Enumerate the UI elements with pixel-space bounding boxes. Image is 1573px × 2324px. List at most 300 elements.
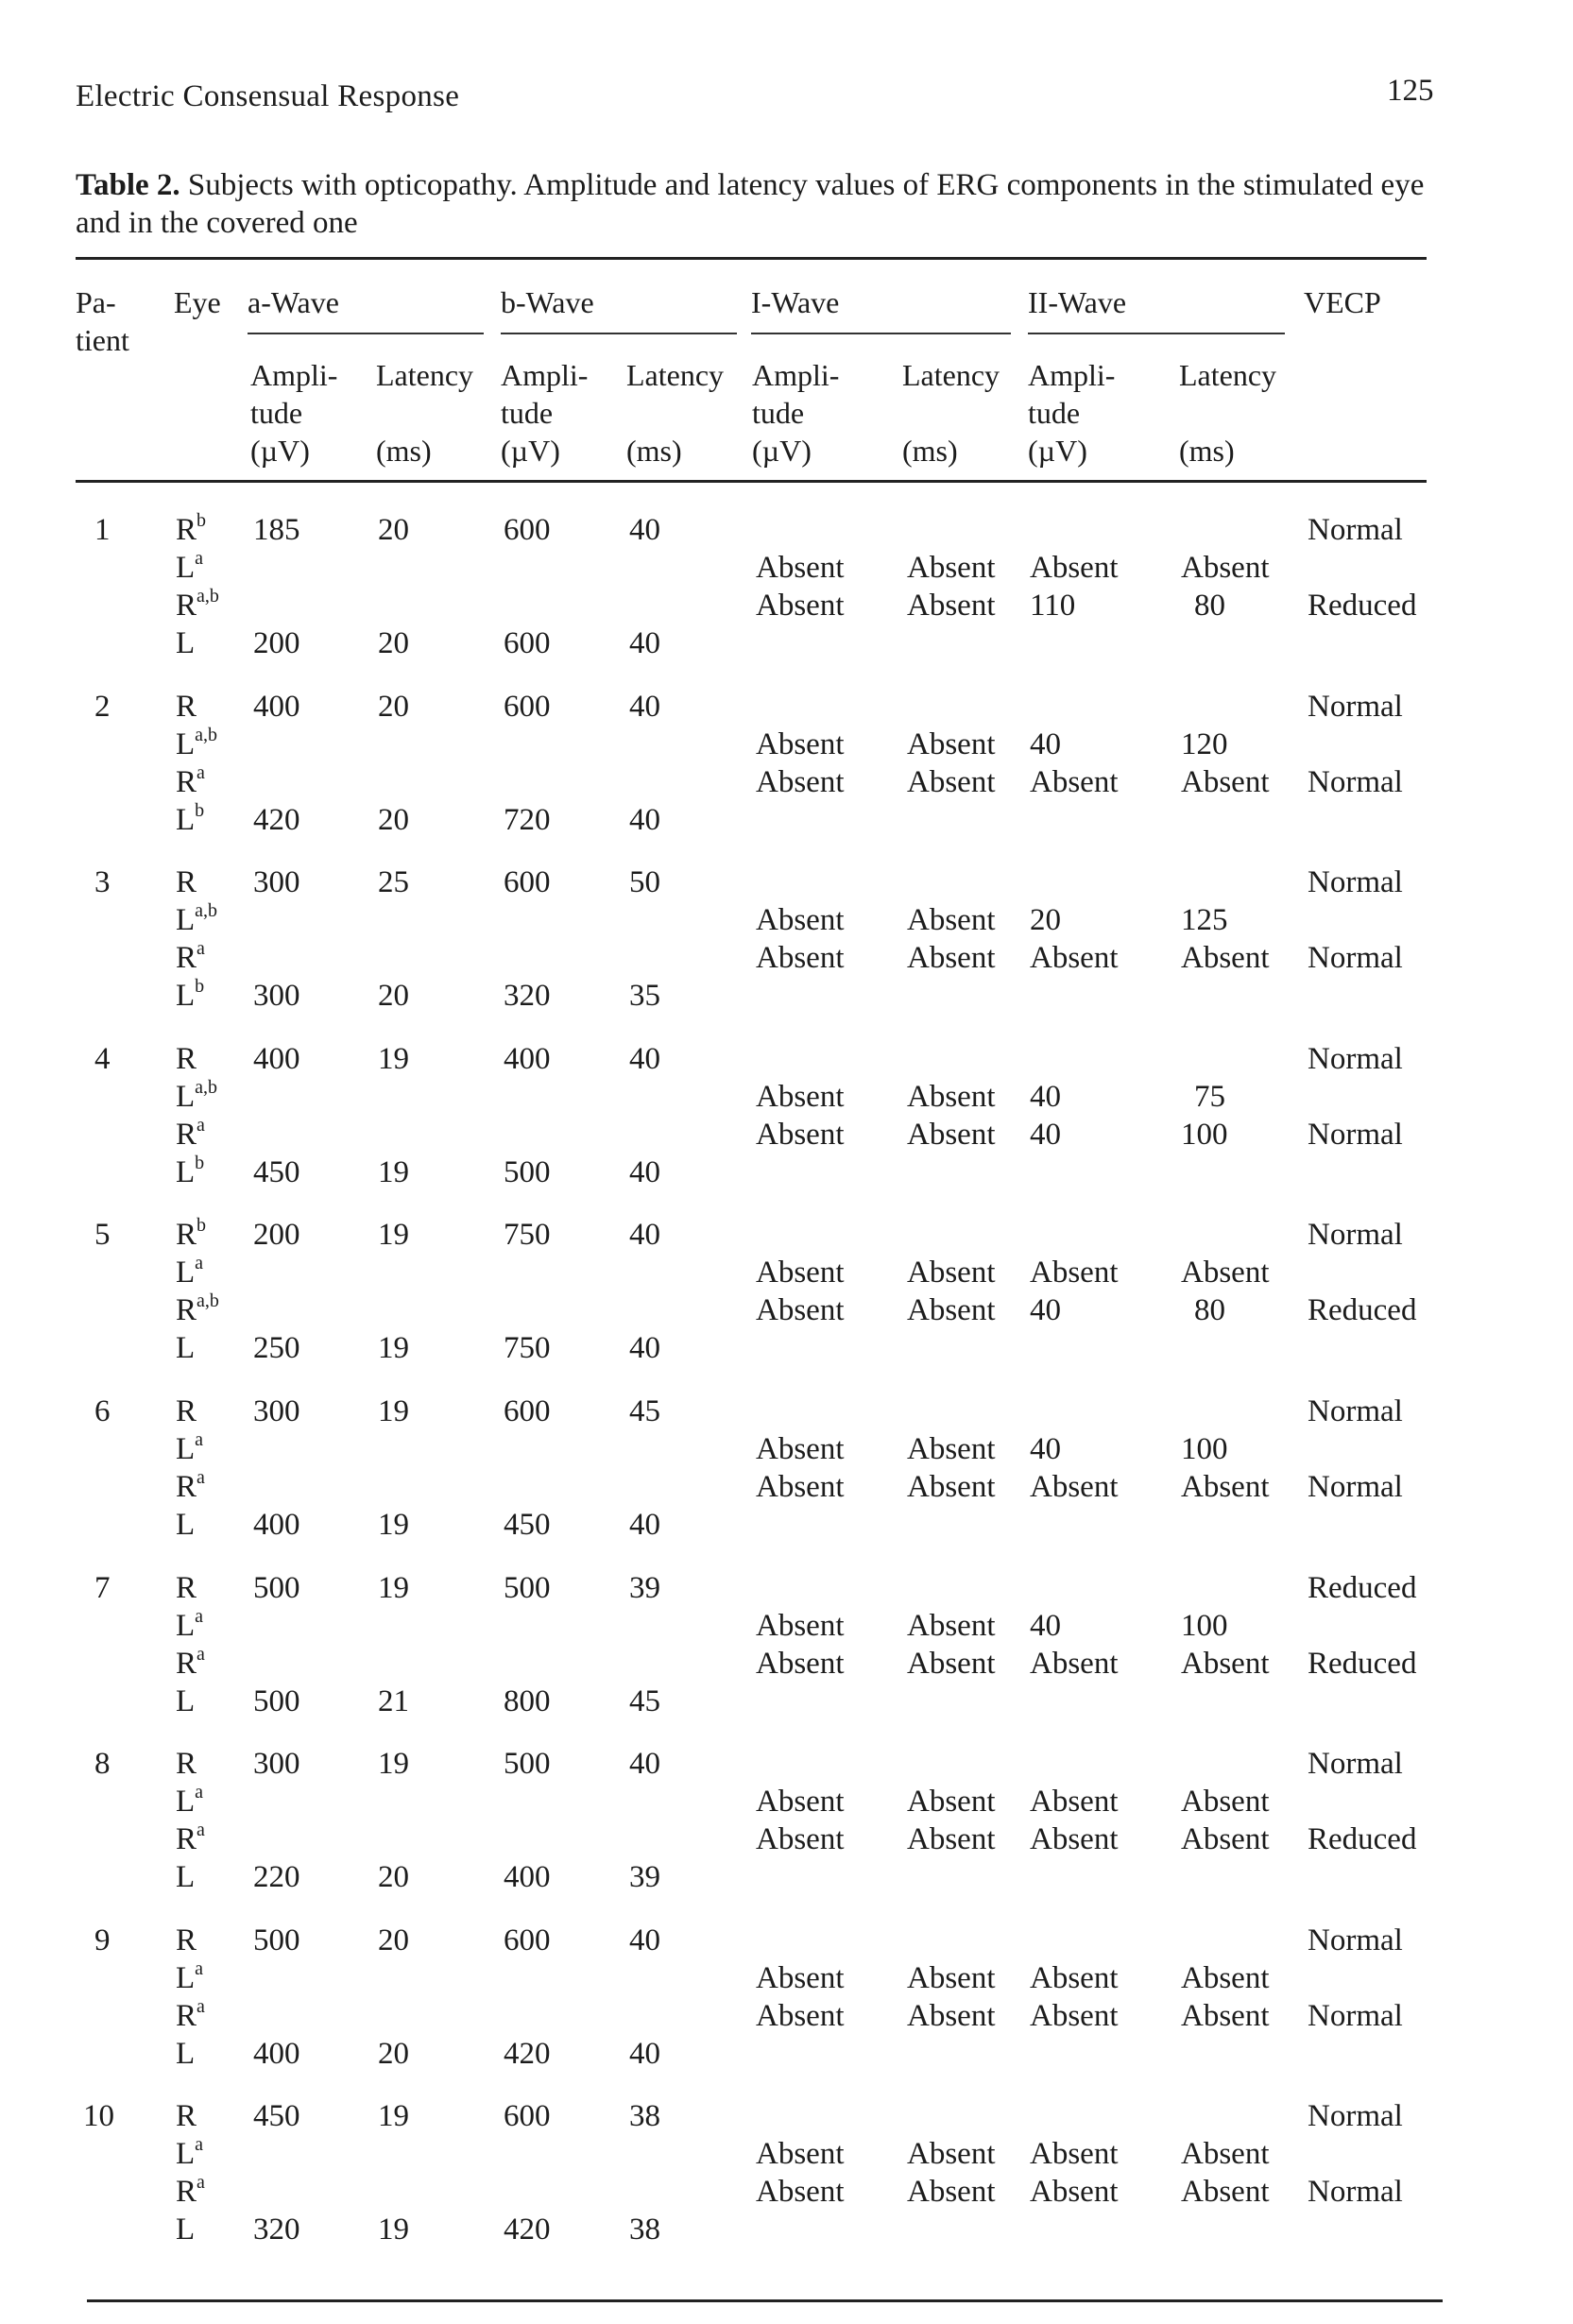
cell-a-lat: 20 [378,1922,409,1957]
patient-id: 6 [94,1394,111,1428]
cell-a-lat: 20 [378,979,409,1014]
eye-footnote-marker: a [197,1467,205,1488]
cell-b-lat: 40 [629,1041,660,1076]
cell-a-lat: 19 [378,1041,409,1076]
eye-cell [176,1469,205,1505]
cell-b-amp: 600 [504,513,551,547]
table-bottom-rule [87,2299,1443,2302]
cell-b-lat: 40 [629,1508,660,1542]
cell-ii-amp: Absent [1030,2137,1119,2172]
eye-label: R [176,1922,197,1957]
cell-ii-amp: 40 [1030,1608,1061,1643]
eye-footnote-marker: b [195,799,205,821]
header-a-wave: a-Wave [248,285,339,319]
cell-b-amp: 600 [504,689,551,724]
eye-label: R [176,1822,197,1857]
eye-label: L [176,1256,196,1290]
cell-b-lat: 35 [629,979,660,1014]
eye-label: R [176,941,197,976]
eye-footnote-marker: a [197,761,205,783]
cell-i-amp: Absent [756,1785,845,1820]
cell-i-amp: Absent [756,551,845,585]
eye-label: R [176,1998,197,2033]
eye-label: L [176,2036,196,2071]
cell-b-lat: 39 [629,1570,660,1605]
eye-footnote-marker: a,b [195,900,218,922]
eye-label: L [176,1331,196,1366]
eye-cell [176,978,204,1014]
cell-ii-amp: Absent [1030,1256,1119,1290]
cell-a-lat: 20 [378,626,409,660]
eye-cell [176,550,203,586]
cell-a-lat: 19 [378,1570,409,1605]
eye-cell [176,2098,197,2134]
eye-label: R [176,1470,197,1504]
cell-i-amp: Absent [756,2137,845,2172]
header-eye: Eye [174,285,221,319]
eye-cell [176,2036,195,2072]
cell-i-amp: Absent [756,589,845,623]
header-b-amplitude: Ampli- tude (µV) [501,358,589,468]
cell-a-amp: 320 [253,2213,300,2247]
eye-footnote-marker: a,b [195,724,218,745]
cell-i-lat: Absent [907,1293,996,1328]
cell-b-amp: 420 [504,2213,551,2247]
cell-b-lat: 45 [629,1683,660,1718]
cell-i-amp: Absent [756,1293,845,1328]
eye-cell [176,1330,195,1366]
cell-a-lat: 19 [378,1218,409,1253]
cell-i-lat: Absent [907,903,996,938]
eye-label: L [176,802,196,837]
eye-label: L [176,551,196,585]
header-a-amplitude: Ampli- tude (µV) [250,358,338,468]
header-ii-wave: II-Wave [1028,285,1127,319]
cell-ii-amp: Absent [1030,1646,1119,1681]
patient-id: 4 [94,1041,111,1076]
eye-footnote-marker: a [195,1253,204,1274]
cell-b-amp: 500 [504,1570,551,1605]
cell-a-lat: 19 [378,2099,409,2134]
cell-ii-lat: Absent [1181,1470,1270,1504]
cell-vecp: Normal [1308,1470,1403,1504]
eye-label: R [176,513,197,547]
eye-cell [176,1114,205,1153]
cell-i-lat: Absent [907,1646,996,1681]
cell-a-amp: 300 [253,865,300,900]
cell-i-lat: Absent [907,764,996,799]
patient-id: 10 [83,2099,114,2134]
cell-i-lat: Absent [907,1117,996,1152]
cell-ii-lat: Absent [1181,1960,1270,1995]
eye-cell [176,2212,195,2247]
eye-label: L [176,2137,196,2172]
cell-vecp: Normal [1308,865,1403,900]
cell-i-lat: Absent [907,1079,996,1114]
eye-footnote-marker: a [195,2134,204,2156]
header-b-latency: Latency (ms) [626,358,725,468]
eye-cell [176,1255,203,1290]
cell-a-amp: 450 [253,1154,300,1189]
eye-label: R [176,1041,197,1076]
eye-label: L [176,903,196,938]
cell-ii-lat: Absent [1181,2137,1270,2172]
eye-cell [176,1746,197,1782]
cell-ii-lat: 80 [1194,589,1225,623]
header-i-latency: Latency (ms) [902,358,1000,468]
eye-footnote-marker: a,b [195,1076,218,1098]
eye-cell [176,1859,195,1895]
eye-footnote-marker: a [197,2172,205,2194]
page-number: 125 [1387,74,1434,108]
cell-i-amp: Absent [756,1998,845,2033]
eye-footnote-marker: a,b [197,1290,219,1312]
patient-id: 8 [94,1747,111,1782]
patient-id: 3 [94,865,111,900]
cell-a-amp: 185 [253,513,300,547]
cell-a-lat: 19 [378,1747,409,1782]
cell-a-lat: 19 [378,1154,409,1189]
cell-b-amp: 600 [504,865,551,900]
cell-b-lat: 38 [629,2099,660,2134]
eye-cell [176,2174,205,2210]
cell-ii-lat: 80 [1194,1293,1225,1328]
cell-b-amp: 320 [504,979,551,1014]
eye-cell [176,902,217,938]
eye-label: R [176,764,197,799]
eye-cell [176,1683,195,1719]
cell-b-amp: 400 [504,1041,551,1076]
cell-i-amp: Absent [756,726,845,761]
cell-a-amp: 220 [253,1860,300,1895]
eye-label: R [176,1394,197,1428]
cell-i-amp: Absent [756,764,845,799]
table-label: Table 2. [76,168,180,202]
cell-ii-amp: Absent [1030,1960,1119,1995]
cell-vecp: Reduced [1308,1822,1417,1857]
cell-a-amp: 300 [253,1747,300,1782]
cell-b-lat: 40 [629,513,660,547]
eye-cell [176,761,205,800]
eye-cell [176,940,205,976]
cell-a-amp: 400 [253,1508,300,1542]
cell-vecp: Normal [1308,513,1403,547]
eye-cell [176,1076,218,1115]
cell-i-lat: Absent [907,1822,996,1857]
cell-ii-amp: 40 [1030,1293,1061,1328]
cell-a-lat: 20 [378,2036,409,2071]
cell-a-amp: 200 [253,1218,300,1253]
eye-label: L [176,1785,196,1820]
cell-i-lat: Absent [907,2175,996,2210]
eye-footnote-marker: a [195,1782,204,1803]
cell-a-amp: 300 [253,979,300,1014]
cell-i-lat: Absent [907,1256,996,1290]
cell-ii-lat: Absent [1181,1646,1270,1681]
eye-cell [176,1217,206,1253]
cell-b-lat: 40 [629,1922,660,1957]
cell-b-amp: 600 [504,626,551,660]
cell-b-lat: 40 [629,1747,660,1782]
cell-vecp: Normal [1308,689,1403,724]
eye-cell [176,1431,203,1467]
cell-ii-amp: Absent [1030,1998,1119,2033]
cell-ii-lat: 100 [1181,1432,1228,1466]
eye-label: L [176,1960,196,1995]
eye-label: R [176,865,197,900]
eye-label: L [176,2213,196,2247]
eye-label: R [176,1570,197,1605]
cell-b-lat: 45 [629,1394,660,1428]
eye-cell [176,1643,205,1682]
eye-label: L [176,979,196,1014]
cell-i-amp: Absent [756,941,845,976]
eye-cell [176,1957,204,1996]
cell-vecp: Normal [1308,1394,1403,1428]
cell-i-lat: Absent [907,1998,996,2033]
eye-label: L [176,1683,196,1718]
cell-i-amp: Absent [756,903,845,938]
cell-i-amp: Absent [756,1608,845,1643]
cell-i-amp: Absent [756,1646,845,1681]
cell-b-lat: 39 [629,1860,660,1895]
eye-cell [176,1292,219,1328]
cell-vecp: Normal [1308,764,1403,799]
cell-a-amp: 300 [253,1394,300,1428]
cell-ii-lat: 120 [1181,726,1228,761]
eye-label: L [176,1860,196,1895]
patient-id: 2 [94,689,111,724]
header-i-wave: I-Wave [751,285,840,319]
cell-i-lat: Absent [907,1470,996,1504]
cell-i-lat: Absent [907,941,996,976]
eye-label: L [176,1079,196,1114]
cell-b-amp: 800 [504,1683,551,1718]
cell-ii-amp: Absent [1030,1470,1119,1504]
running-head: Electric Consensual Response [76,79,460,113]
cell-i-lat: Absent [907,1432,996,1466]
eye-label: R [176,1117,197,1152]
eye-footnote-marker: a [197,1643,205,1665]
eye-label: R [176,2099,197,2134]
eye-label: R [176,2175,197,2210]
table-caption-text: Subjects with opticopathy. Amplitude and latency values of ERG components in the stimulated eye and in the covered one [76,168,1425,240]
cell-ii-lat: Absent [1181,2175,1270,2210]
header-ii-latency: Latency (ms) [1179,358,1277,468]
cell-vecp: Normal [1308,1747,1403,1782]
cell-b-amp: 750 [504,1331,551,1366]
eye-cell [176,1154,204,1190]
cell-vecp: Reduced [1308,1646,1417,1681]
cell-b-lat: 40 [629,1218,660,1253]
cell-ii-amp: Absent [1030,1785,1119,1820]
patient-id: 5 [94,1218,111,1253]
cell-vecp: Normal [1308,1218,1403,1253]
cell-vecp: Reduced [1308,589,1417,623]
eye-cell [176,1570,197,1606]
eye-footnote-marker: a [197,1114,205,1136]
cell-vecp: Normal [1308,1998,1403,2033]
cell-b-lat: 40 [629,1154,660,1189]
cell-b-amp: 420 [504,2036,551,2071]
cell-ii-lat: Absent [1181,1785,1270,1820]
cell-a-amp: 500 [253,1683,300,1718]
eye-cell [176,864,197,900]
header-a-latency: Latency (ms) [376,358,474,468]
eye-cell [176,726,217,762]
cell-vecp: Reduced [1308,1570,1417,1605]
cell-b-amp: 600 [504,1922,551,1957]
cell-b-amp: 720 [504,802,551,837]
cell-a-lat: 20 [378,802,409,837]
cell-a-lat: 20 [378,513,409,547]
eye-label: L [176,726,196,761]
eye-label: L [176,1432,196,1466]
cell-b-amp: 600 [504,2099,551,2134]
cell-i-amp: Absent [756,1470,845,1504]
cell-i-amp: Absent [756,1432,845,1466]
cell-b-lat: 40 [629,626,660,660]
cell-a-amp: 500 [253,1922,300,1957]
eye-cell [176,1605,204,1644]
eye-cell [176,1507,195,1543]
cell-b-amp: 400 [504,1860,551,1895]
eye-label: L [176,626,196,660]
eye-label: R [176,1747,197,1782]
eye-cell [176,689,197,725]
cell-ii-amp: 40 [1030,1432,1061,1466]
cell-ii-amp: 20 [1030,903,1061,938]
cell-ii-lat: Absent [1181,1822,1270,1857]
cell-vecp: Normal [1308,1041,1403,1076]
cell-i-amp: Absent [756,2175,845,2210]
header-b-wave: b-Wave [501,285,594,319]
cell-i-lat: Absent [907,1785,996,1820]
cell-a-lat: 20 [378,689,409,724]
cell-ii-amp: Absent [1030,941,1119,976]
eye-label: R [176,689,197,724]
cell-b-amp: 500 [504,1154,551,1189]
eye-cell [176,588,219,624]
cell-a-lat: 25 [378,865,409,900]
eye-label: R [176,1646,197,1681]
eye-cell [176,512,206,548]
cell-ii-amp: 40 [1030,726,1061,761]
eye-footnote-marker: b [197,1215,207,1237]
cell-vecp: Normal [1308,1922,1403,1957]
eye-label: L [176,1608,196,1643]
cell-i-lat: Absent [907,1608,996,1643]
eye-cell [176,799,205,838]
cell-ii-amp: 40 [1030,1117,1061,1152]
eye-footnote-marker: a [195,1957,204,1979]
eye-footnote-marker: a [197,1995,205,2017]
cell-b-lat: 40 [629,2036,660,2071]
cell-i-amp: Absent [756,1117,845,1152]
cell-b-amp: 750 [504,1218,551,1253]
eye-cell [176,1041,197,1077]
cell-a-amp: 400 [253,689,300,724]
eye-footnote-marker: a [197,1820,205,1841]
cell-a-amp: 500 [253,1570,300,1605]
cell-ii-amp: Absent [1030,1822,1119,1857]
cell-a-lat: 21 [378,1683,409,1718]
eye-cell [176,2136,203,2172]
cell-ii-lat: Absent [1181,1256,1270,1290]
eye-cell [176,1784,203,1820]
cell-a-amp: 400 [253,1041,300,1076]
cell-ii-lat: Absent [1181,941,1270,976]
eye-footnote-marker: b [195,976,205,998]
header-vecp: VECP [1304,285,1381,319]
cell-b-amp: 500 [504,1747,551,1782]
header-i-amplitude: Ampli- tude (µV) [752,358,840,468]
eye-footnote-marker: a [197,938,205,960]
cell-vecp: Normal [1308,2175,1403,2210]
cell-vecp: Normal [1308,2099,1403,2134]
cell-a-lat: 19 [378,1508,409,1542]
cell-b-amp: 600 [504,1394,551,1428]
cell-a-lat: 19 [378,1331,409,1366]
cell-i-amp: Absent [756,1256,845,1290]
cell-a-amp: 250 [253,1331,300,1366]
header-ii-amplitude: Ampli- tude (µV) [1028,358,1116,468]
eye-footnote-marker: a [195,1605,204,1627]
cell-ii-lat: 125 [1181,903,1228,938]
cell-b-lat: 50 [629,865,660,900]
cell-ii-amp: Absent [1030,2175,1119,2210]
cell-a-amp: 200 [253,626,300,660]
patient-id: 7 [94,1570,111,1605]
eye-footnote-marker: a [195,1429,204,1450]
eye-cell [176,1995,205,2034]
cell-i-lat: Absent [907,726,996,761]
cell-i-lat: Absent [907,589,996,623]
cell-ii-lat: Absent [1181,551,1270,585]
eye-footnote-marker: a [195,548,204,569]
cell-ii-lat: 75 [1194,1079,1225,1114]
eye-cell [176,1821,205,1857]
cell-ii-lat: Absent [1181,1998,1270,2033]
patient-id: 1 [94,513,111,547]
eye-footnote-marker: b [195,1152,205,1173]
eye-label: R [176,589,197,623]
cell-i-lat: Absent [907,551,996,585]
cell-a-amp: 450 [253,2099,300,2134]
cell-a-lat: 19 [378,2213,409,2247]
eye-label: L [176,1508,196,1542]
cell-ii-amp: 40 [1030,1079,1061,1114]
cell-a-lat: 19 [378,1394,409,1428]
cell-ii-amp: Absent [1030,551,1119,585]
patient-id: 9 [94,1922,111,1957]
eye-cell [176,625,195,661]
cell-i-amp: Absent [756,1960,845,1995]
cell-b-lat: 40 [629,1331,660,1366]
cell-vecp: Normal [1308,941,1403,976]
cell-ii-lat: 100 [1181,1608,1228,1643]
cell-i-lat: Absent [907,2137,996,2172]
cell-a-lat: 20 [378,1860,409,1895]
cell-i-amp: Absent [756,1822,845,1857]
eye-cell [176,1922,197,1958]
cell-vecp: Normal [1308,1117,1403,1152]
cell-ii-amp: Absent [1030,764,1119,799]
cell-a-amp: 400 [253,2036,300,2071]
eye-cell [176,1393,197,1429]
cell-i-lat: Absent [907,1960,996,1995]
eye-label: L [176,1154,196,1189]
